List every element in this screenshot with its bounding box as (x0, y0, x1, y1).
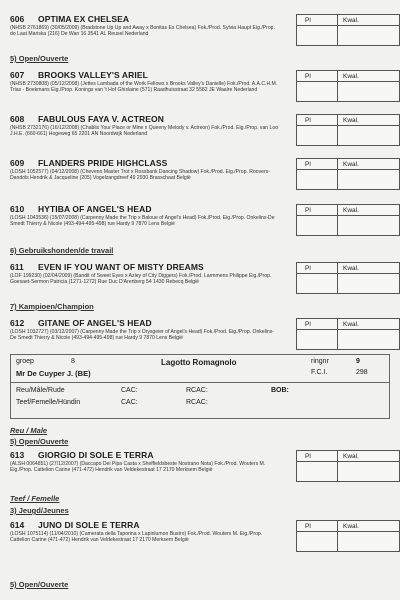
ringnr-label: ringnr (311, 358, 329, 365)
pl-label: Pl (305, 523, 311, 530)
entry-details: (LOSH 1043536) (15/07/2008) (Carpenny Made the Trip x Baloue of Angel's Head) Fok./Prod. Eig./Prop. Onkelinx-De Smedt Thierry & Nicole (493-494-495-498) rue Hardy 9 7870 Lens België (10, 215, 275, 228)
section-open: 5) Open/Ouverte (10, 437, 69, 446)
dog-name: OPTIMA EX CHELSEA (38, 14, 130, 24)
entry-details: (NHSB 2730808) (05/12/2008) (Jettes Lambada of the Work Fellows x Brooks Valley's Danielle) Fok./Prod. A.A.C.H.M. Trias - Boekmans Eig./Prop. Konings van 't Hof Ghislaine (571) Raadhuisstraat 32 5582 JE Waalre Nederland (10, 81, 278, 94)
dog-name: GIORGIO DI SOLE E TERRA (38, 450, 154, 460)
pl-label: Pl (305, 17, 311, 24)
kwal-label: Kwal. (343, 17, 359, 24)
kwal-box (296, 318, 400, 350)
pl-label: Pl (305, 453, 311, 460)
kwal-box (296, 70, 400, 102)
kwal-box (296, 114, 400, 146)
section-teef: Teef / Femelle (10, 494, 60, 503)
kwal-box (296, 520, 400, 552)
entry-details: (LOF 199230) (02/04/2009) (Bandit of Sweet Eyes x Azley of City Diggers) Fok./Prod. Larmmens Philippe Eig./Prop. Goesaet-Sermon Patricia (1271-1272) Rue Duc D'Arenberg 54 1430 Rebecq België (10, 273, 272, 286)
judge-name: Mr De Cuyper J. (BE) (16, 369, 91, 378)
row-teef-label: Teef/Femelle/Hündin (16, 399, 81, 406)
entry-number: 612 (10, 318, 25, 328)
entry-details: (NHSB 2732176) (16/12/2008) (Chablis Your Place or Mine x Queeny Melody v. Actreon) Fok./Prod. Eig./Prop. van Loo J.H.E. (660-661) Hogeweg 65 2201 AN Noordwijk Nederland (10, 125, 279, 138)
entry-number: 613 (10, 450, 25, 460)
kwal-box (296, 262, 400, 294)
rcac-label: RCAC: (186, 399, 208, 406)
pl-label: Pl (305, 161, 311, 168)
section-open: 5) Open/Ouverte (10, 54, 69, 63)
fci-value: 298 (356, 369, 368, 376)
cac-label: CAC: (121, 387, 138, 394)
entry-details: (ALSH 0064851) (27/12/2007) (Daccapo Dei Pipa Casta x Sheffieldsbeste Nostrano Nota) Fok./Prod. Wouters M. Eig./Prop. Cattelion Carine (471-472) Hendrik van Veldekestraat 17 2170 Merksem België (10, 461, 266, 474)
kwal-label: Kwal. (343, 321, 359, 328)
section-kampioen: 7) Kampioen/Champion (10, 302, 94, 311)
kwal-label: Kwal. (343, 265, 359, 272)
breed-info-table (10, 354, 390, 419)
kwal-label: Kwal. (343, 117, 359, 124)
section-gebruikshonden: 6) Gebruikshonden/de travail (10, 246, 114, 255)
entry-number: 608 (10, 114, 25, 124)
bob-label: BOB: (271, 387, 289, 394)
kwal-box (296, 450, 400, 482)
entry-number: 609 (10, 158, 25, 168)
dog-name: BROOKS VALLEY'S ARIEL (38, 70, 148, 80)
pl-label: Pl (305, 207, 311, 214)
breed-name: Lagotto Romagnolo (161, 358, 237, 367)
cac-label: CAC: (121, 399, 138, 406)
entry-number: 611 (10, 262, 24, 272)
kwal-label: Kwal. (343, 453, 359, 460)
entry-number: 606 (10, 14, 25, 24)
dog-name: EVEN IF YOU WANT OF MISTY DREAMS (38, 262, 204, 272)
kwal-label: Kwal. (343, 207, 359, 214)
dog-name: GITANE OF ANGEL'S HEAD (38, 318, 152, 328)
kwal-box (296, 14, 400, 46)
kwal-label: Kwal. (343, 161, 359, 168)
entry-details: (LOSH 1032727) (03/12/2007) (Carpenny Made the Trip x Drysgeier of Angel's Head) Fok./Prod. Eig./Prop. Onkelinx-De Smedt Thierry & Nicole (493-494-495-498) rue Hardy 9 7870 Lens België (10, 329, 274, 342)
section-reu: Reu / Male (10, 426, 48, 435)
groep-value: 8 (71, 358, 75, 365)
pl-label: Pl (305, 321, 311, 328)
row-reu-label: Reu/Mâle/Rude (16, 387, 65, 394)
kwal-box (296, 204, 400, 236)
kwal-label: Kwal. (343, 73, 359, 80)
ringnr-value: 9 (356, 358, 360, 365)
dog-name: HYTIBA OF ANGEL'S HEAD (38, 204, 152, 214)
section-jeugd: 3) Jeugd/Jeunes (10, 506, 69, 515)
rcac-label: RCAC: (186, 387, 208, 394)
entry-details: (NHSB 2761869) (30/05/2009) (Bradstone Up Up and Away x Bonitas Ex Chelsea) Fok./Prod. Sylvia Haupt Eig./Prop. do Laat Mariska (216) De Wan 16 3541 AL Reusel Nederland (10, 25, 275, 38)
dog-name: JUNO DI SOLE E TERRA (38, 520, 140, 530)
fci-label: F.C.I. (311, 369, 328, 376)
kwal-label: Kwal. (343, 523, 359, 530)
pl-label: Pl (305, 73, 311, 80)
groep-label: groep (16, 358, 34, 365)
section-open: 5) Open/Ouverte (10, 580, 69, 589)
kwal-box (296, 158, 400, 190)
pl-label: Pl (305, 265, 311, 272)
entry-number: 607 (10, 70, 25, 80)
entry-number: 610 (10, 204, 25, 214)
entry-details: (LOSH 1052577) (04/12/2008) (Cheveno Master Trot x Rossbank Dancing Shadow) Fok./Prod. Eig./Prop. Roovers-Dandols Hendrik & Jacqueline (205) Vogelzangdreef 49 2930 Brasschaat België (10, 169, 270, 182)
entry-number: 614 (10, 520, 25, 530)
entry-details: (LOSH 1075114) (11/04/2010) (Camerata della Taporina x Lapinlumon Bustro) Fok./Prod. Wouters M. Eig./Prop. Cattelion Carine (471-472) Hendrik van Veldekestraat 17 2170 Merksem België (10, 531, 263, 544)
dog-name: FABULOUS FAYA V. ACTREON (38, 114, 164, 124)
dog-name: FLANDERS PRIDE HIGHCLASS (38, 158, 168, 168)
pl-label: Pl (305, 117, 311, 124)
